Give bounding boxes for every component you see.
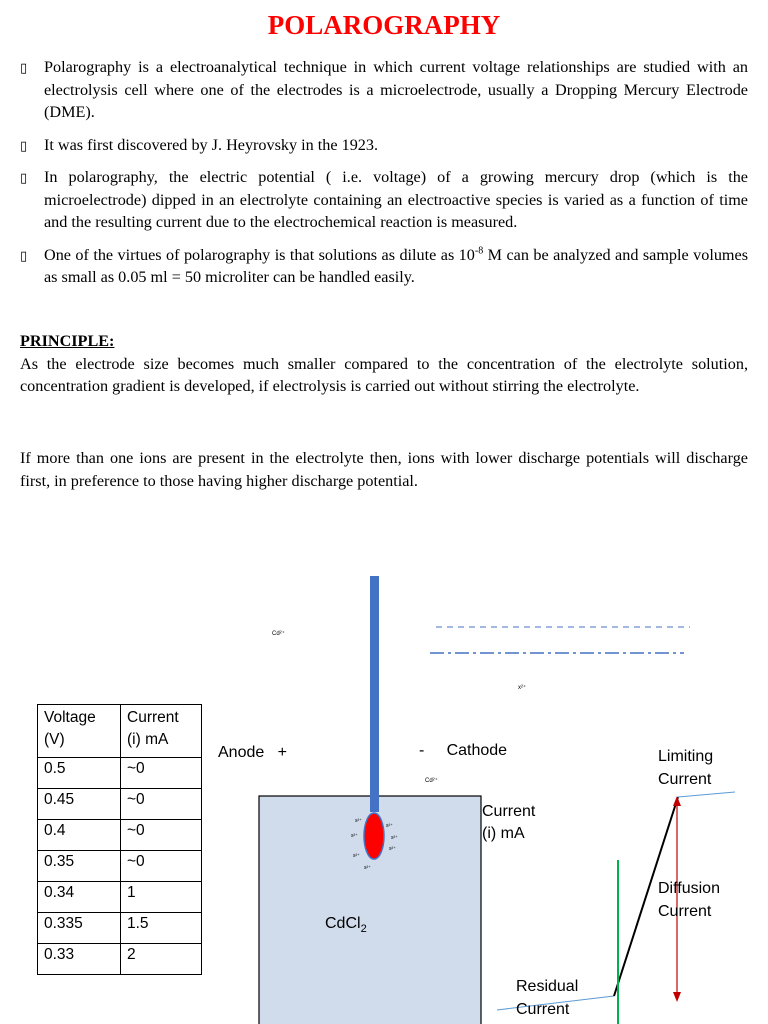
cell-voltage: 0.5 (38, 758, 121, 789)
dropping-mercury-electrode (370, 576, 379, 812)
solution-label (325, 915, 367, 935)
bullet-icon: ▯ (20, 171, 28, 186)
bullet-icon: ▯ (20, 138, 28, 154)
header-voltage: Voltage (V) (38, 705, 121, 758)
y-axis-label-line2: (i) mA (482, 825, 525, 842)
bullet-text: It was first discovered by J. Heyrovsky in the 1923. (44, 135, 379, 154)
cell-voltage: 0.34 (38, 882, 121, 913)
residual-current-label (516, 975, 578, 1021)
solution-subscript: 2 (360, 923, 367, 936)
limiting-line1: Limiting (658, 748, 714, 765)
bullet-icon: ▯ (20, 61, 28, 76)
limiting-current-line (678, 792, 735, 797)
anode-text: Anode (218, 744, 265, 761)
cell-current: ~0 (121, 820, 202, 851)
table-row (38, 851, 202, 882)
bullet-text: In polarography, the electric potential ( i.e. voltage) of a growing mercury drop (which is the microelectrode) dipped in an electrolyte containing an electroactive species is varied as a function of time and the resulting current due to the electrochemical reaction is measured. (44, 168, 748, 231)
residual-line2: Current (516, 1001, 570, 1018)
diffusion-line1: Diffusion (658, 880, 720, 897)
drop-ion-label: s²⁺ (351, 833, 358, 839)
mercury-drop (364, 813, 384, 859)
table-row (38, 944, 202, 975)
residual-line1: Residual (516, 978, 579, 995)
cell-voltage: 0.4 (38, 820, 121, 851)
drop-ion-label: s²⁺ (391, 835, 398, 841)
bullet-text-post: M can be analyzed and sample volumes as small as 0.05 ml = 50 microliter can be handled easily. (44, 245, 749, 286)
cell-current: ~0 (121, 851, 202, 882)
principle-section (20, 330, 748, 398)
cell-voltage: 0.33 (38, 944, 121, 975)
table-row (38, 758, 202, 789)
table-row (38, 913, 202, 944)
principle-paragraph-1: As the electrode size becomes much smaller compared to the concentration of the electrolyte solution, concentration gradient is developed, if electrolysis is carried out without stirring the electrolyte. (20, 354, 748, 395)
drop-ion-label: s²⁺ (389, 846, 396, 852)
cell-current: 2 (121, 944, 202, 975)
cell-voltage: 0.35 (38, 851, 121, 882)
bullet-text-pre: One of the virtues of polarography is that solutions as dilute as 10 (44, 245, 475, 264)
table-row (38, 789, 202, 820)
bullet-item (20, 134, 748, 157)
principle-paragraph-2: If more than one ions are present in the electrolyte then, ions with lower discharge potentials will discharge first, in preference to those having higher discharge potential. (20, 449, 748, 490)
polarography-figure (0, 570, 768, 1024)
cell-current: 1.5 (121, 913, 202, 944)
diffusion-line2: Current (658, 903, 712, 920)
principle-heading: PRINCIPLE: (20, 332, 115, 350)
table-header-row (38, 705, 202, 758)
cell-current: 1 (121, 882, 202, 913)
ion-label: Cd²⁺ (425, 778, 438, 784)
drop-ion-label: s²⁺ (386, 823, 393, 829)
ion-label: x²⁺ (518, 685, 527, 691)
diffusion-current-label (658, 877, 720, 923)
bullet-icon: ▯ (20, 248, 28, 264)
bullet-item (20, 56, 748, 124)
table-row (38, 820, 202, 851)
bullet-item (20, 166, 748, 234)
solution-text: CdCl (325, 915, 361, 932)
ion-label: Cd²⁺ (272, 631, 285, 637)
header-current: Current (i) mA (121, 705, 202, 758)
limiting-current-label (658, 745, 713, 791)
bullet-text-sup: -8 (474, 245, 484, 257)
cell-voltage: 0.45 (38, 789, 121, 820)
bullet-text: Polarography is a electroanalytical technique in which current voltage relationships are studied with an electrolysis cell where one of the electrodes is a microelectrode, usually a Dropping Mercury Electrode (DME). (44, 58, 748, 121)
arrow-head-up (673, 796, 681, 806)
cathode-label (419, 742, 507, 760)
page-title: POLAROGRAPHY (267, 10, 501, 40)
bullet-list (20, 56, 748, 299)
cathode-sign: - (419, 742, 425, 759)
bullet-item (20, 244, 748, 289)
drop-ion-label: s²⁺ (353, 853, 360, 859)
voltage-current-table (37, 704, 202, 975)
drop-ion-label: s²⁺ (364, 865, 371, 871)
y-axis-label-line1: Current (482, 803, 536, 820)
anode-label (218, 744, 287, 762)
cell-current: ~0 (121, 758, 202, 789)
table-row (38, 882, 202, 913)
y-axis-label (482, 801, 535, 845)
anode-sign: + (277, 744, 287, 761)
limiting-line2: Current (658, 771, 712, 788)
arrow-head-down (673, 992, 681, 1002)
cell-current: ~0 (121, 789, 202, 820)
cell-voltage: 0.335 (38, 913, 121, 944)
cathode-text: Cathode (446, 742, 508, 759)
drop-ion-label: s²⁺ (355, 818, 362, 824)
